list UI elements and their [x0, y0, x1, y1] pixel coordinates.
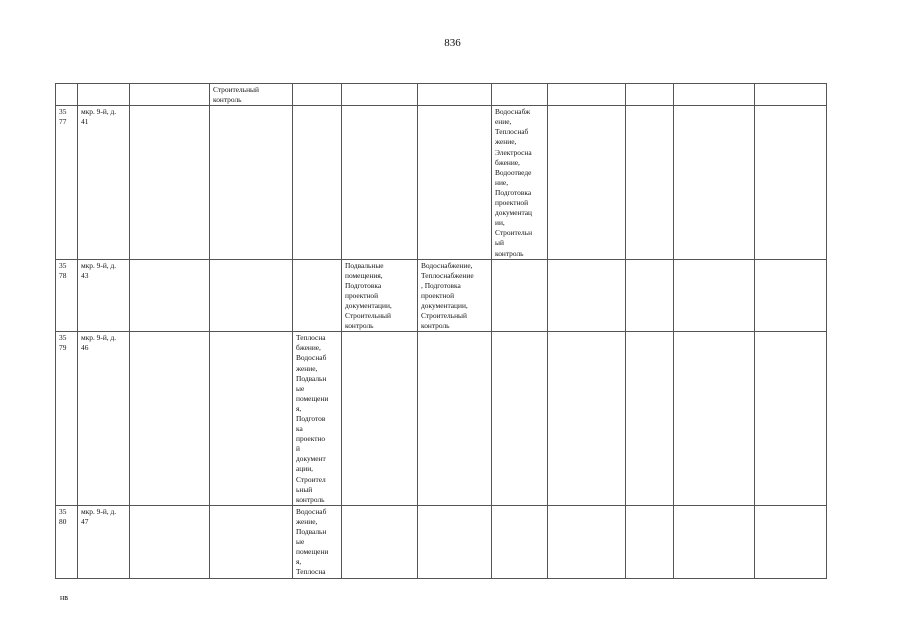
table-cell: [78, 84, 130, 106]
table-row: [56, 332, 827, 506]
table-row: [56, 505, 827, 578]
table-cell: [130, 84, 210, 106]
table-cell: [492, 106, 548, 259]
table-cell: [293, 84, 342, 106]
cell-text: мкр. 9-й, д. 47: [81, 506, 117, 526]
table-cell: [130, 106, 210, 259]
table-cell: [626, 332, 674, 506]
table-cell: [342, 505, 418, 578]
address-cell: [78, 332, 130, 506]
cell-text: 35 80: [59, 506, 67, 526]
table-cell: [492, 84, 548, 106]
cell-text: 35 79: [59, 333, 67, 353]
table-cell: [418, 106, 492, 259]
table-cell: [56, 84, 78, 106]
address-cell: [78, 106, 130, 259]
table-cell: [755, 259, 827, 332]
table-cell: [342, 106, 418, 259]
page-number: 836: [444, 37, 461, 49]
works-table: [55, 83, 827, 579]
cell-text: Водоснаб жение, Подвальн ые помещени я, Теплосна: [296, 506, 329, 577]
table-cell: [626, 84, 674, 106]
table-cell: [342, 259, 418, 332]
table-cell: [548, 505, 626, 578]
table-cell: [548, 259, 626, 332]
table-row-continuation: [56, 84, 827, 106]
row-number: [56, 259, 78, 332]
table-cell: [755, 505, 827, 578]
table-cell: [674, 505, 755, 578]
table-cell: [492, 259, 548, 332]
table-cell: [674, 259, 755, 332]
table-row: [56, 259, 827, 332]
table-cell: [293, 106, 342, 259]
table-cell: [130, 505, 210, 578]
table-cell: [293, 259, 342, 332]
table-cell: [342, 332, 418, 506]
table-cell: [210, 84, 293, 106]
cell-text: Строительный контроль: [213, 85, 259, 105]
table-cell: [418, 259, 492, 332]
table-cell: [548, 106, 626, 259]
table-cell: [210, 505, 293, 578]
cell-text: 35 78: [59, 260, 67, 280]
row-number: [56, 332, 78, 506]
cell-text: Подвальные помещения, Подготовка проектной документации, Строительный контроль: [345, 260, 392, 331]
table-cell: [755, 84, 827, 106]
table-cell: [418, 332, 492, 506]
address-cell: [78, 259, 130, 332]
cell-text: Теплосна бжение, Водоснаб жение, Подвальн ые помещени я, Подготов ка проектно й документ ации, Строител ьный контроль: [296, 333, 329, 504]
cell-text: мкр. 9-й, д. 41: [81, 107, 117, 127]
footer-mark: нв: [60, 593, 69, 602]
table-cell: [626, 106, 674, 259]
table-cell: [626, 259, 674, 332]
table-cell: [674, 106, 755, 259]
cell-text: 35 77: [59, 107, 67, 127]
table-cell: [492, 332, 548, 506]
table-cell: [418, 84, 492, 106]
row-number: [56, 505, 78, 578]
table-cell: [755, 106, 827, 259]
row-number: [56, 106, 78, 259]
cell-text: мкр. 9-й, д. 46: [81, 333, 117, 353]
table-cell: [210, 332, 293, 506]
table-cell: [130, 332, 210, 506]
table-cell: [548, 84, 626, 106]
table-cell: [626, 505, 674, 578]
address-cell: [78, 505, 130, 578]
table-cell: [342, 84, 418, 106]
table-cell: [130, 259, 210, 332]
table-row: [56, 106, 827, 259]
cell-text: Водоснабж ение, Теплоснаб жение, Электросна бжение, Водоотведе ние, Подготовка проектной документац ии, Строительн ый контроль: [495, 107, 533, 258]
table-cell: [674, 332, 755, 506]
table-cell: [210, 106, 293, 259]
table-cell: [210, 259, 293, 332]
table-cell: [293, 505, 342, 578]
cell-text: мкр. 9-й, д. 43: [81, 260, 117, 280]
table-cell: [418, 505, 492, 578]
table-cell: [293, 332, 342, 506]
table-cell: [492, 505, 548, 578]
table-cell: [674, 84, 755, 106]
cell-text: Водоснабжение, Теплоснабжение , Подготовка проектной документации, Строительный контроль: [421, 260, 474, 331]
table-cell: [755, 332, 827, 506]
table-cell: [548, 332, 626, 506]
